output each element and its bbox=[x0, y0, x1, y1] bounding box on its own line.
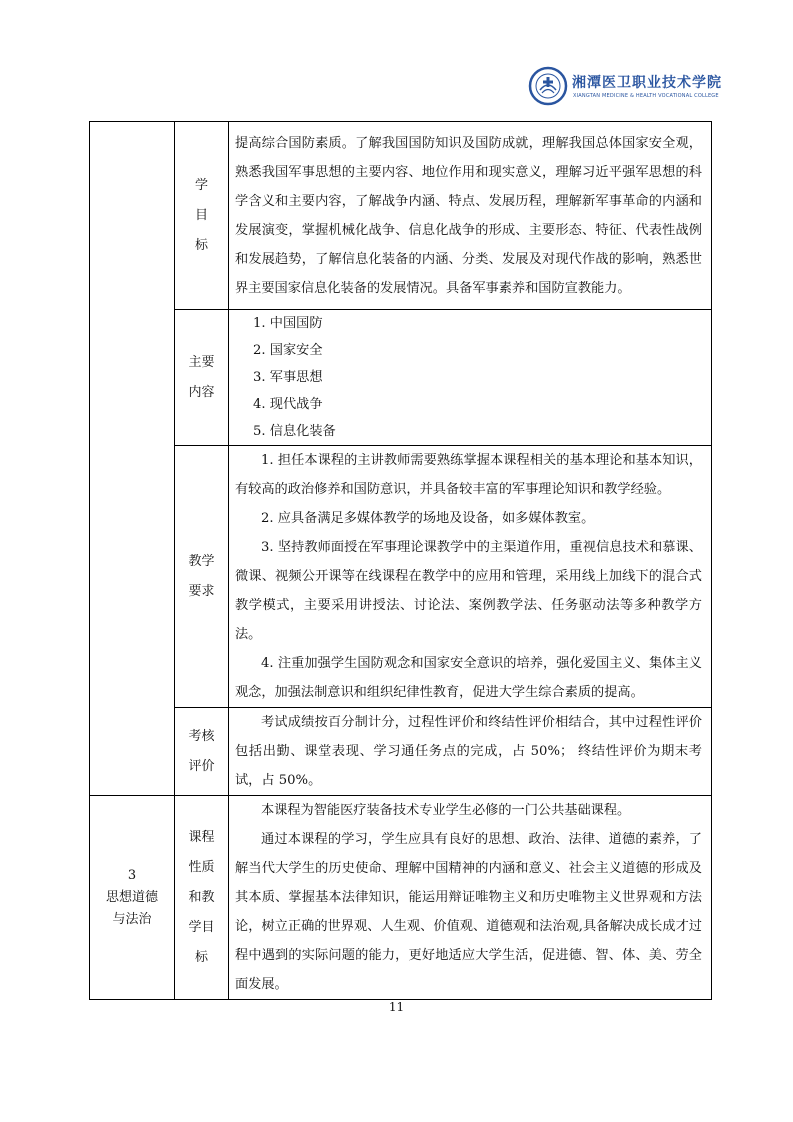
list-item: 1. 中国国防 bbox=[253, 316, 323, 331]
row-label-requirements-text: 教学要求 bbox=[188, 553, 215, 599]
course-cell-empty bbox=[90, 122, 175, 796]
course-cell-3 bbox=[90, 796, 175, 1000]
list-item: 5. 信息化装备 bbox=[253, 424, 336, 439]
college-name-cn: 湘潭医卫职业技术学院 bbox=[572, 75, 722, 91]
row-content-content bbox=[229, 310, 712, 446]
list-item: 3. 军事思想 bbox=[253, 370, 323, 385]
row-label-goal-text: 学目标 bbox=[194, 177, 208, 253]
course-3-paragraph: 通过本课程的学习，学生应具有良好的思想、政治、法律、道德的素养，了解当代大学生的历史使命、理解中国精神的内涵和意义、社会主义道德的形成及其本质、掌握基本法律知识，能运用辩证唯物主义和历史唯物主义世界观和方法论，树立正确的世界观、人生观、价值观、道德观和法治观,具备解决成长成才过程中遇到的实际问题的能力，更好地适应大学生活，促进德、智、体、美、劳全面发展。 bbox=[235, 832, 702, 992]
course-number: 3 bbox=[127, 867, 137, 883]
row-label-assessment bbox=[175, 708, 229, 796]
goal-text: 提高综合国防素质。了解我国国防知识及国防成就，理解我国总体国家安全观，熟悉我国军事思想的主要内容、地位作用和现实意义，理解习近平强军思想的科学含义和主要内容，了解战争内涵、特点、发展历程，理解新军事革命的内涵和发展演变，掌握机械化战争、信息化战争的形成、主要形态、特征、代表性战例和发展趋势，了解信息化装备的内涵、分类、发展及对现代作战的影响，熟悉世界主要国家信息化装备的发展情况。具备军事素养和国防宣教能力。 bbox=[235, 135, 702, 296]
requirement-paragraph: 4. 注重加强学生国防观念和国家安全意识的培养，强化爱国主义、集体主义观念，加强法制意识和组织纪律性教育，促进大学生综合素质的提高。 bbox=[235, 656, 702, 700]
table-row-assessment bbox=[90, 708, 712, 796]
row-label-course-3-text: 课程性质和教学目标 bbox=[188, 829, 215, 965]
course-3-paragraph: 本课程为智能医疗装备技术专业学生必修的一门公共基础课程。 bbox=[261, 803, 631, 818]
row-content-requirements bbox=[229, 446, 712, 708]
row-label-content bbox=[175, 310, 229, 446]
row-label-content-text: 主要内容 bbox=[188, 354, 215, 400]
page-number: 11 bbox=[388, 1000, 405, 1014]
row-label-requirements bbox=[175, 446, 229, 708]
college-logo bbox=[528, 66, 722, 110]
row-label-goal bbox=[175, 122, 229, 310]
curriculum-table bbox=[89, 121, 712, 1000]
row-label-assessment-text: 考核评价 bbox=[188, 728, 215, 774]
table-row-course-3 bbox=[90, 796, 712, 1000]
row-content-goal bbox=[229, 122, 712, 310]
table-row-goal bbox=[90, 122, 712, 310]
list-item: 2. 国家安全 bbox=[253, 343, 323, 358]
row-content-assessment bbox=[229, 708, 712, 796]
requirement-paragraph: 1. 担任本课程的主讲教师需要熟练掌握本课程相关的基本理论和基本知识，有较高的政治修养和国防意识，并具备较丰富的军事理论知识和教学经验。 bbox=[235, 453, 702, 497]
requirement-paragraph: 3. 坚持教师面授在军事理论课教学中的主渠道作用，重视信息技术和慕课、微课、视频公开课等在线课程在教学中的应用和管理，采用线上加线下的混合式教学模式，主要采用讲授法、讨论法、案例教学法、任务驱动法等多种教学方法。 bbox=[235, 540, 702, 642]
college-name-en: XIANGTAN MEDICINE & HEALTH VOCATIONAL COLLEGE bbox=[573, 93, 719, 99]
table-row-requirements bbox=[90, 446, 712, 708]
row-content-course-3 bbox=[229, 796, 712, 1000]
list-item: 4. 现代战争 bbox=[253, 397, 323, 412]
content-list bbox=[229, 310, 711, 445]
course-name: 思想道德与法治 bbox=[105, 889, 158, 927]
assessment-text: 考试成绩按百分制计分，过程性评价和终结性评价相结合，其中过程性评价包括出勤、课堂表现、学习通任务点的完成，占 50%； 终结性评价为期末考试，占 50%。 bbox=[235, 715, 702, 788]
row-label-course-3 bbox=[175, 796, 229, 1000]
college-emblem-icon bbox=[528, 66, 568, 106]
requirement-paragraph: 2. 应具备满足多媒体教学的场地及设备，如多媒体教室。 bbox=[261, 511, 595, 526]
table-row-content bbox=[90, 310, 712, 446]
